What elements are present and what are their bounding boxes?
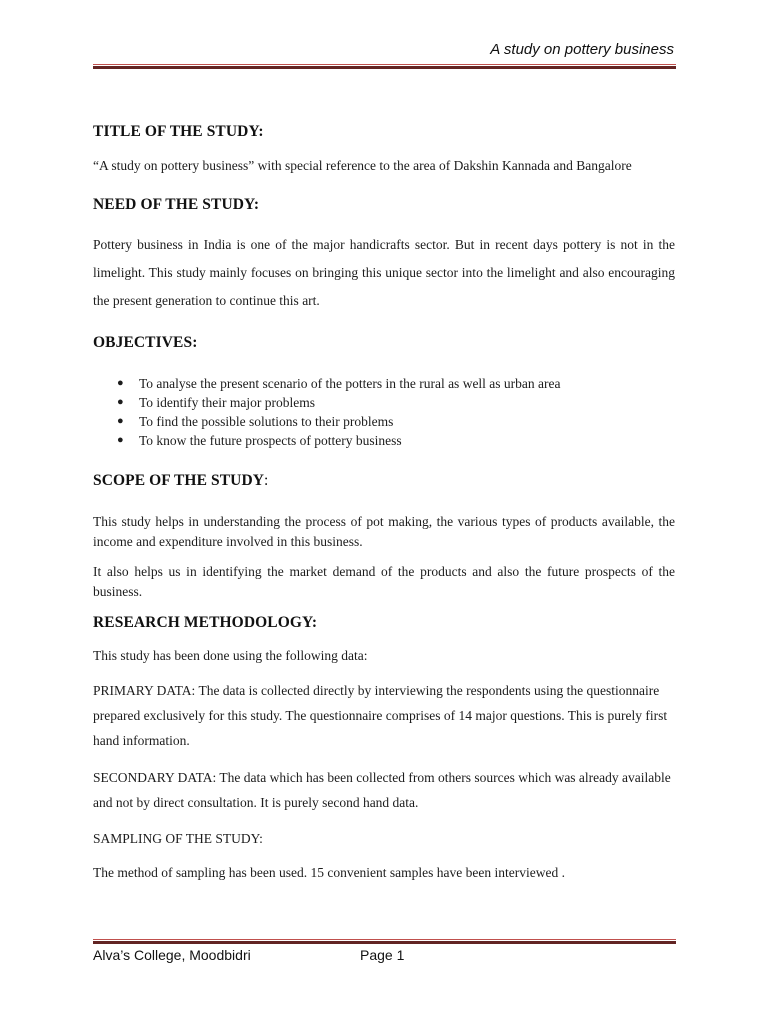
objective-item: ● To identify their major problems — [117, 395, 316, 410]
footer-divider — [93, 939, 676, 944]
objective-item: ● To know the future prospects of pottery business — [117, 433, 402, 448]
footer-page-number: Page 1 — [360, 947, 405, 963]
methodology-heading: RESEARCH METHODOLOGY: — [93, 614, 318, 631]
need-of-study-heading: NEED OF THE STUDY: — [93, 196, 260, 213]
primary-data-text: PRIMARY DATA: The data is collected directly by interviewing the respondents using the questionnaire prepared exclusively for this study. The questionnaire comprises of 14 major questions. This is purely first hand information. — [93, 683, 668, 748]
document-body — [93, 123, 675, 883]
objectives-list — [93, 374, 675, 450]
bullet-icon: ● — [117, 415, 124, 427]
need-of-study-text: Pottery business in India is one of the major handicrafts sector. But in recent days pottery is not in the limelight. This study mainly focuses on bringing this unique sector into the limelight and also encouraging the present generation to continue this art. — [93, 237, 675, 308]
footer-college: Alva’s College, Moodbidri — [93, 947, 251, 963]
sampling-text: The method of sampling has been used. 15 convenient samples have been interviewed . — [93, 865, 565, 880]
objective-item: ● To analyse the present scenario of the potters in the rural as well as urban area — [117, 376, 561, 391]
objectives-heading: OBJECTIVES: — [93, 334, 198, 351]
methodology-intro: This study has been done using the following data: — [93, 648, 368, 663]
sampling-label: SAMPLING OF THE STUDY: — [93, 831, 263, 846]
scope-heading: SCOPE OF THE STUDY: — [93, 472, 269, 489]
title-of-study-heading: TITLE OF THE STUDY: — [93, 123, 264, 140]
bullet-icon: ● — [117, 434, 124, 446]
running-header-title: A study on pottery business — [490, 41, 674, 58]
scope-paragraph-2: It also helps us in identifying the market demand of the products and also the future prospects of the business. — [93, 564, 675, 599]
title-of-study-text: “A study on pottery business” with special reference to the area of Dakshin Kannada and Bangalore — [93, 158, 632, 173]
secondary-data-text: SECONDARY DATA: The data which has been collected from others sources which was already available and not by direct consultation. It is purely second hand data. — [93, 770, 671, 810]
bullet-icon: ● — [117, 377, 124, 389]
header-divider — [93, 64, 676, 69]
bullet-icon: ● — [117, 396, 124, 408]
objective-item: ● To find the possible solutions to their problems — [117, 414, 394, 429]
scope-paragraph-1: This study helps in understanding the process of pot making, the various types of products available, the income and expenditure involved in this business. — [93, 514, 675, 549]
